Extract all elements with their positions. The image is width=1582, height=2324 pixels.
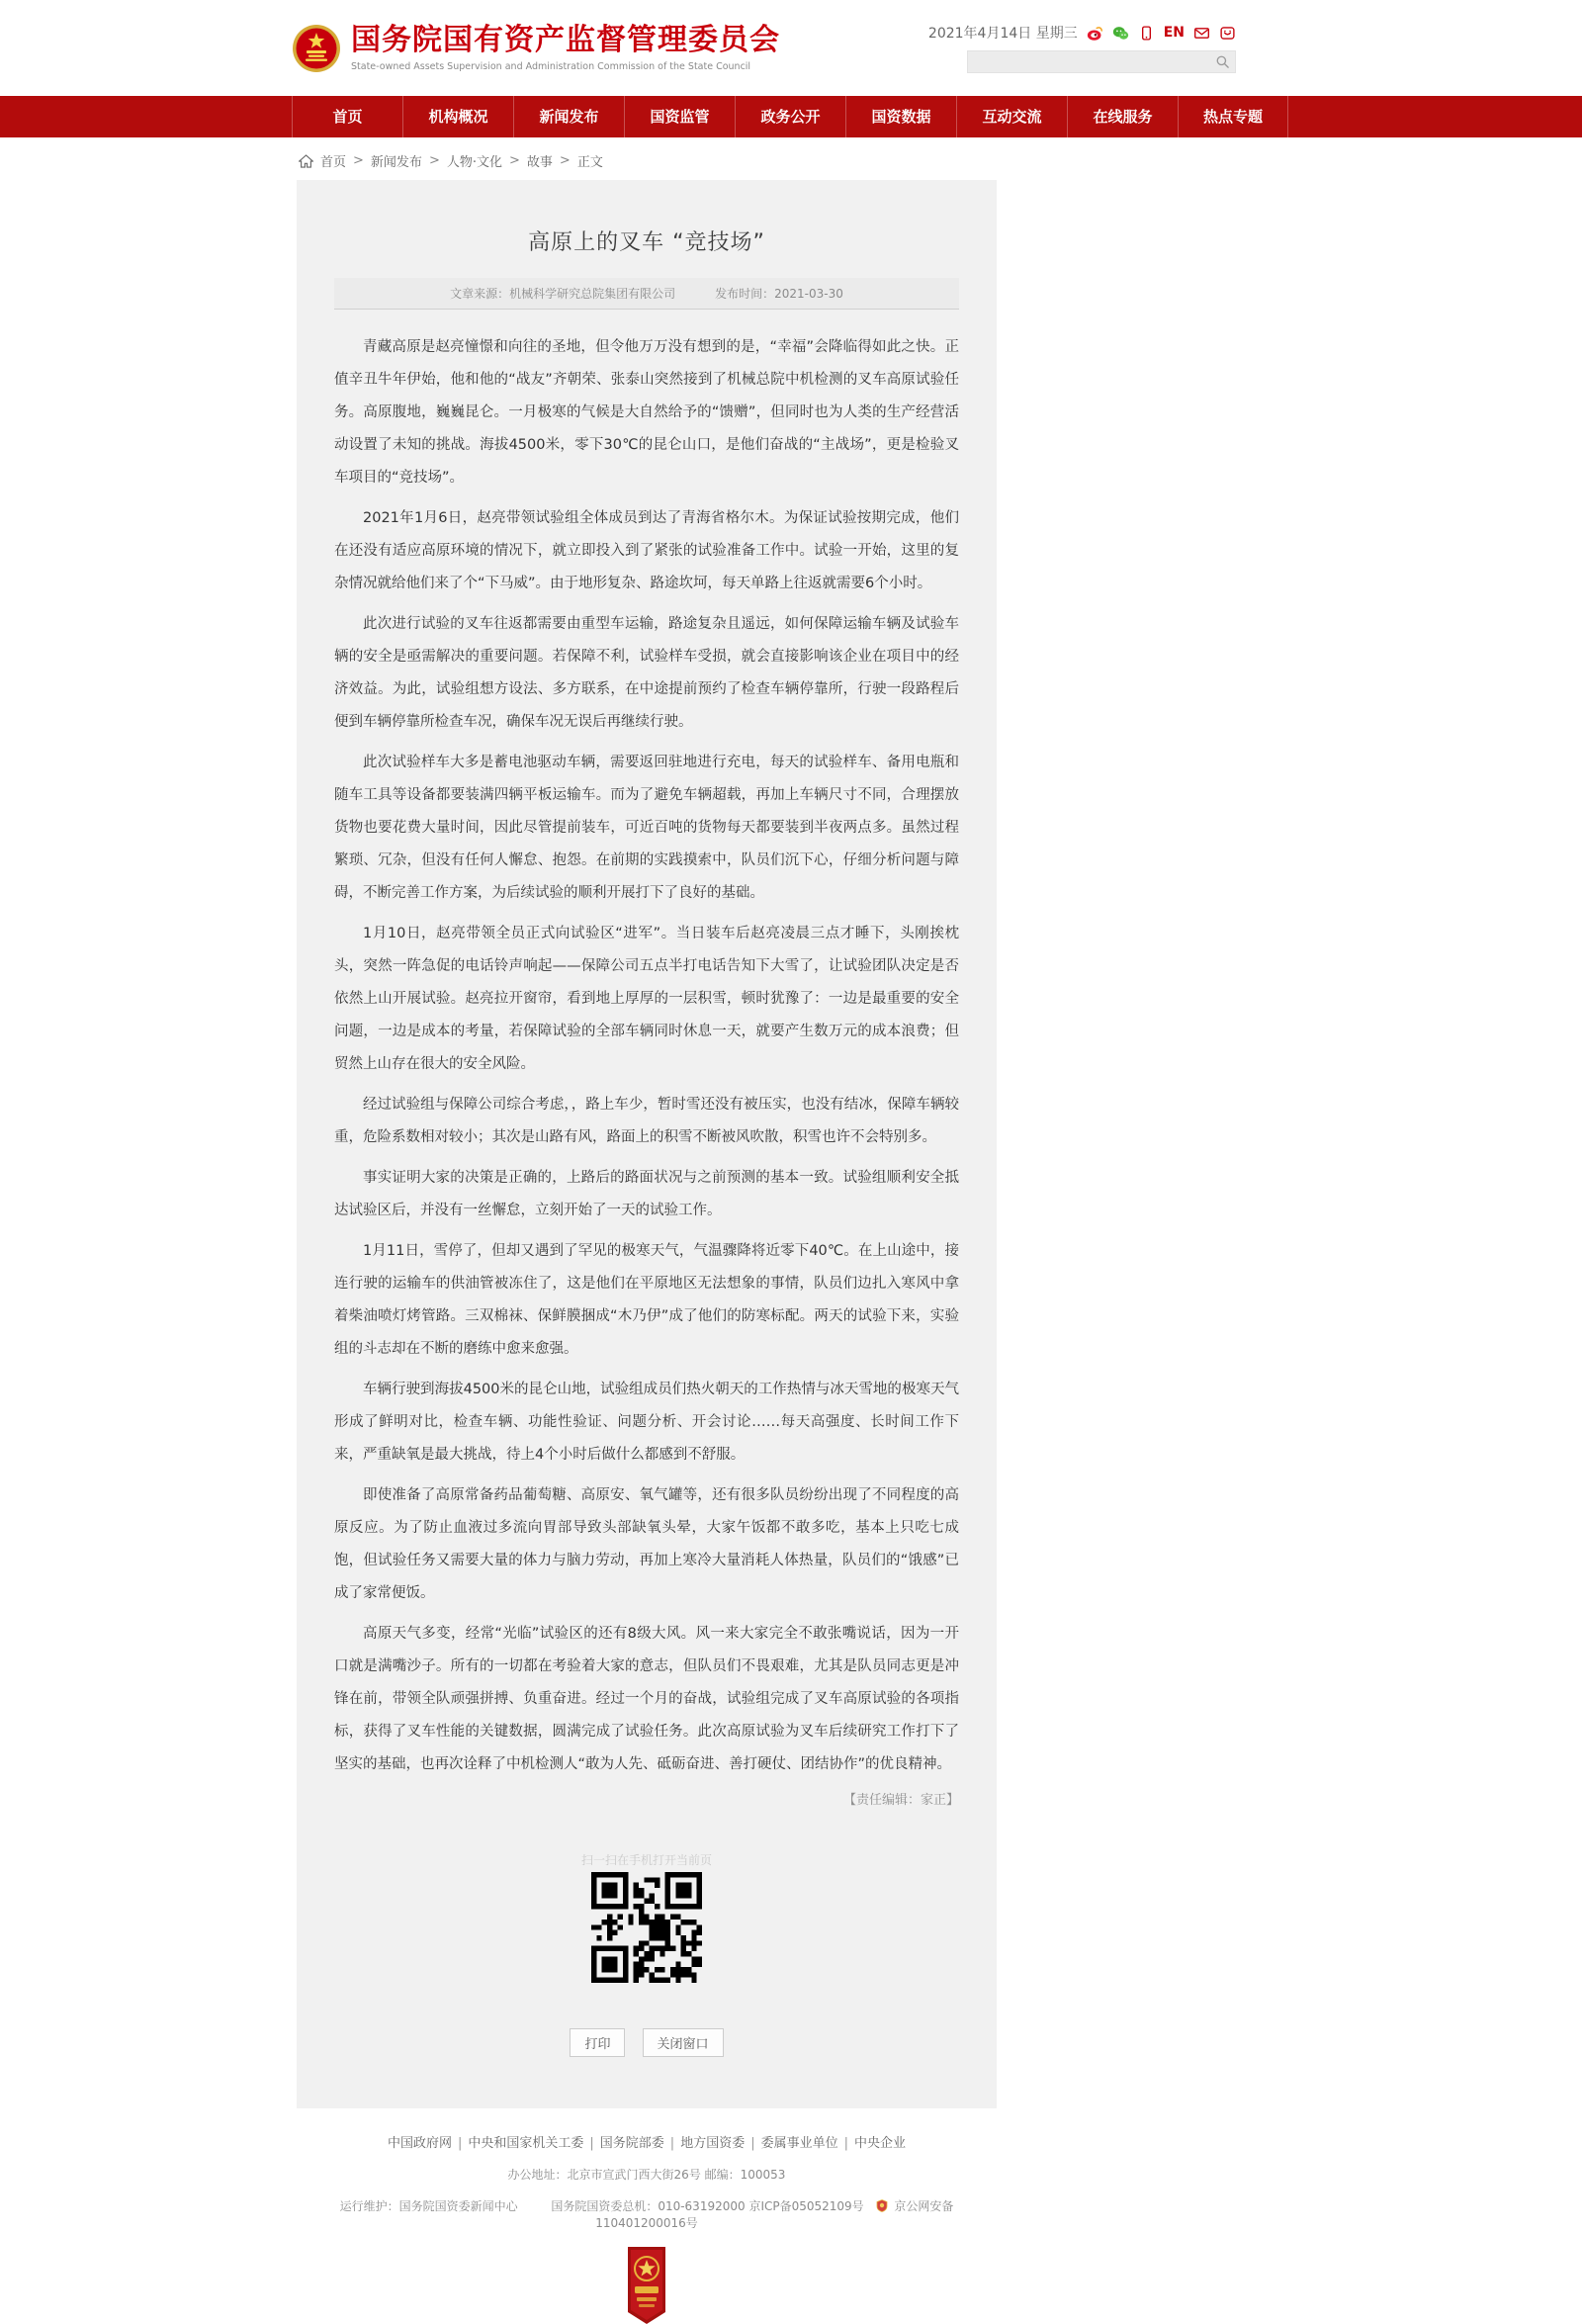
qr-section [334,1851,959,1983]
nav-item-interaction[interactable]: 互动交流 [956,96,1067,137]
national-emblem-logo [292,24,341,73]
responsible-editor: 【责任编辑：家正】 [842,1793,959,1808]
paragraph: 此次试验样车大多是蓄电池驱动车辆，需要返回驻地进行充电，每天的试验样车、备用电瓶和随车工具等设备都要装满四辆平板运输车。而为了避免车辆超载，再加上车辆尺寸不同，合理摆放货物也要花费大量时间，因此尽管提前装车，可近百吨的货物每天都要装到半夜两点多。虽然过程繁琐、冗杂，但没有任何人懈怠、抱怨。在前期的实践摸索中，队员们沉下心，仔细分析问题与障碍，不断完善工作方案，为后续试验的顺利开展打下了良好的基础。 [334,755,959,901]
footer-link-institutions[interactable]: 委属事业单位 [760,2136,838,2151]
mail-icon[interactable] [1193,25,1210,42]
paragraph: 2021年1月6日，赵亮带领试验组全体成员到达了青海省格尔木。为保证试验按期完成，他们在还没有适应高原环境的情况下，就立即投入到了紧张的试验准备工作中。试验一开始，这里的复杂情况就给他们来了个“下马威”。由于地形复杂、路途坎坷，每天单路上往返就需要6个小时。 [334,510,959,591]
paragraph: 青藏高原是赵亮憧憬和向往的圣地，但令他万万没有想到的是，“幸福”会降临得如此之快。正值辛丑牛年伊始，他和他的“战友”齐朝荣、张泰山突然接到了机械总院中机检测的叉车高原试验任务。高原腹地，巍巍昆仑。一月极寒的气候是大自然给予的“馈赠”，但同时也为人类的生产经营活动设置了未知的挑战。海拔4500米，零下30℃的昆仑山口，是他们奋战的“主战场”，更是检验叉车项目的“竞技场”。 [334,339,959,486]
site-header [0,0,1582,96]
paragraph: 此次进行试验的叉车往返都需要由重型车运输，路途复杂且遥远，如何保障运输车辆及试验车辆的安全是亟需解决的重要问题。若保障不利，试验样车受损，就会直接影响该企业在项目中的经济效益。为此，试验组想方设法、多方联系，在中途提前预约了检查车辆停靠所，行驶一段路程后便到车辆停靠所检查车况，确保车况无误后再继续行驶。 [334,616,959,730]
article-publish-time: 发布时间：2021-03-30 [715,287,843,301]
crumb-separator: > [508,153,520,168]
footer-separator: | [750,2136,755,2151]
article-card [297,180,997,2108]
footer-link-central-enterprises[interactable]: 中央企业 [854,2136,907,2151]
footer-separator: | [669,2136,675,2151]
footer-links [297,2132,997,2151]
site-title: 国务院国有资产监督管理委员会 [351,23,780,58]
paragraph: 高原天气多变，经常“光临”试验区的还有8级大风。风一来大家完全不敢张嘴说话，因为一开口就是满嘴沙子。所有的一切都在考验着大家的意志，但队员们不畏艰难，尤其是队员同志更是冲锋在前，带领全队顽强拼搏、负重奋进。经过一个月的奋战，试验组完成了叉车高原试验的各项指标，获得了叉车性能的关键数据，圆满完成了试验任务。此次高原试验为叉车后续研究工作打下了坚实的基础，也再次诠释了中机检测人“敢为人先、砥砺奋进、善打硬仗、团结协作”的优良精神。 [334,1626,959,1772]
paragraph: 事实证明大家的决策是正确的，上路后的路面状况与之前预测的基本一致。试验组顺利安全抵达试验区后，并没有一丝懈怠，立刻开始了一天的试验工作。 [334,1170,959,1218]
contact-icon[interactable] [1219,25,1236,42]
nav-item-news[interactable]: 新闻发布 [513,96,624,137]
footer-info [297,2197,997,2231]
nav-item-services[interactable]: 在线服务 [1067,96,1178,137]
footer-link-central-organs[interactable]: 中央和国家机关工委 [468,2136,584,2151]
breadcrumb [297,137,997,180]
qr-caption: 扫一扫在手机打开当前页 [580,1853,712,1867]
article-meta [334,278,959,310]
footer-link-local-sasac[interactable]: 地方国资委 [680,2136,746,2151]
footer-phone-icp: 国务院国资委总机：010-63192000 京ICP备05052109号 [551,2199,864,2213]
paragraph: 1月10日，赵亮带领全员正式向试验区“进军”。当日装车后赵亮凌晨三点才睡下，头刚挨枕头，突然一阵急促的电话铃声响起——保障公司五点半打电话告知下大雪了，让试验团队决定是否依然上山开展试验。赵亮拉开窗帘，看到地上厚厚的一层积雪，顿时犹豫了：一边是最重要的安全问题，一边是成本的考量，若保障试验的全部车辆同时休息一天，就要产生数万元的成本浪费；但贸然上山存在很大的安全风险。 [334,926,959,1072]
main-nav [0,96,1582,137]
red-emblem-badge[interactable] [624,2247,669,2324]
crumb-home[interactable]: 首页 [320,155,347,170]
article-source: 文章来源：机械科学研究总院集团有限公司 [450,287,676,301]
mobile-icon[interactable] [1138,25,1155,42]
article-actions [334,2028,959,2057]
weibo-icon[interactable] [1087,25,1103,42]
search-icon[interactable] [1215,54,1230,69]
nav-item-hot-topics[interactable]: 热点专题 [1178,96,1288,137]
paragraph: 即使准备了高原常备药品葡萄糖、高原安、氧气罐等，还有很多队员纷纷出现了不同程度的高原反应。为了防止血液过多流向胃部导致头部缺氧头晕，大家午饭都不敢多吃，基本上只吃七成饱，但试验任务又需要大量的体力与脑力劳动，再加上寒冷大量消耗人体热量，队员们的“饿感”已成了家常便饭。 [334,1487,959,1601]
search-box [967,50,1236,73]
nav-item-overview[interactable]: 机构概况 [402,96,513,137]
paragraph: 1月11日，雪停了，但却又遇到了罕见的极寒天气，气温骤降将近零下40℃。在上山途中，接连行驶的运输车的供油管被冻住了，这是他们在平原地区无法想象的事情，队员们边扎入寒风中拿着柴油喷灯烤管路。三双棉袜、保鲜膜捆成“木乃伊”成了他们的防寒标配。两天的试验下来，实验组的斗志却在不断的磨练中愈来愈强。 [334,1243,959,1357]
footer-link-ministries[interactable]: 国务院部委 [599,2136,664,2151]
qr-code [591,1872,702,1983]
footer-address: 办公地址：北京市宣武门西大街26号 邮编：100053 [507,2168,786,2182]
crumb-separator: > [428,153,440,168]
nav-item-supervision[interactable]: 国资监管 [624,96,735,137]
search-input[interactable] [968,51,1215,72]
home-icon[interactable] [299,154,313,168]
wechat-icon[interactable] [1112,25,1129,42]
nav-item-home[interactable]: 首页 [292,96,402,137]
police-badge-icon [876,2199,888,2212]
paragraph: 经过试验组与保障公司综合考虑，，路上车少，暂时雪还没有被压实，也没有结冰，保障车辆较重，危险系数相对较小；其次是山路有风，路面上的积雪不断被风吹散，积雪也许不会特别多。 [334,1097,959,1145]
brand [292,24,780,73]
paragraph: 车辆行驶到海拔4500米的昆仑山地，试验组成员们热火朝天的工作热情与冰天雪地的极寒天气形成了鲜明对比，检查车辆、功能性验证、问题分析、开会讨论……每天高强度、长时间工作下来，严重缺氧是最大挑战，待上4个小时后做什么都感到不舒服。 [334,1382,959,1463]
nav-item-data[interactable]: 国资数据 [845,96,956,137]
article-title: 高原上的叉车 “竞技场” [528,230,765,255]
current-date: 2021年4月14日 星期三 [927,26,1078,42]
footer-beian-link[interactable]: 京公网安备 110401200016号 [595,2199,954,2230]
crumb-news[interactable]: 新闻发布 [370,155,422,170]
english-version-link[interactable]: EN [1163,25,1185,41]
crumb-current: 正文 [576,155,603,170]
site-footer [297,2108,997,2324]
crumb-people-culture[interactable]: 人物·文化 [446,155,502,170]
crumb-separator: > [353,153,364,168]
footer-separator: | [457,2136,463,2151]
crumb-separator: > [559,153,571,168]
article-body [334,331,959,1781]
footer-link-gov[interactable]: 中国政府网 [387,2136,452,2151]
crumb-story[interactable]: 故事 [526,155,553,170]
nav-item-gov-affairs[interactable]: 政务公开 [735,96,845,137]
footer-maintain: 运行维护：国务院国资委新闻中心 [339,2199,518,2213]
site-subtitle: State-owned Assets Supervision and Administration Commission of the State Council [351,60,751,72]
print-button[interactable]: 打印 [570,2028,625,2057]
close-window-button[interactable]: 关闭窗口 [643,2028,724,2057]
footer-separator: | [843,2136,848,2151]
footer-separator: | [589,2136,594,2151]
